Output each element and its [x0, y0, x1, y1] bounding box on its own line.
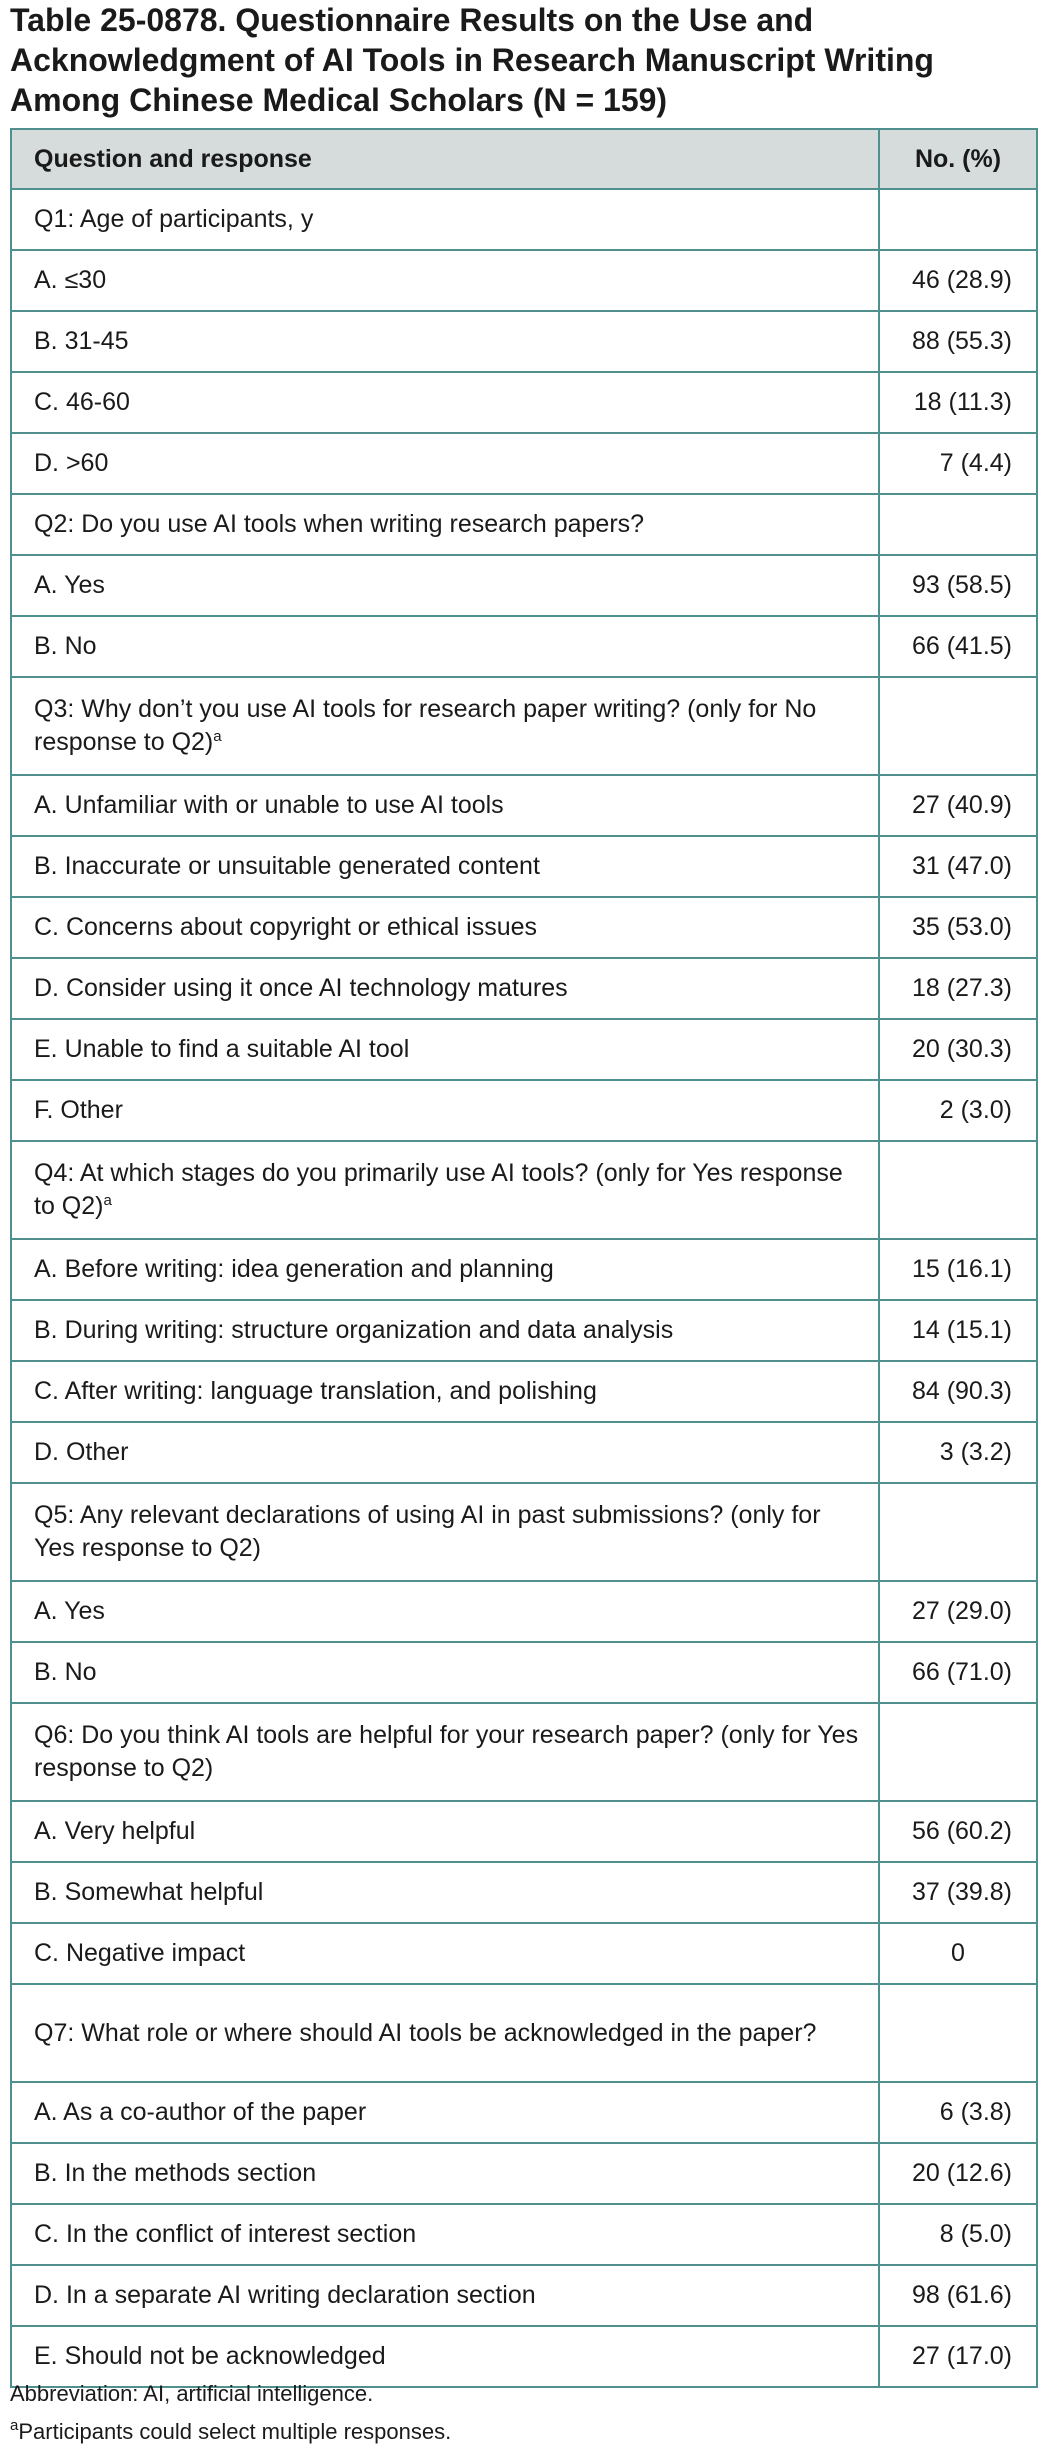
response-row: [11, 372, 1037, 433]
question-row: [11, 189, 1037, 250]
response-row: [11, 555, 1037, 616]
row-label-text: Q7: What role or where should AI tools be acknowledged in the paper?: [34, 2018, 817, 2047]
row-value: 66 (71.0): [879, 1642, 1037, 1703]
response-label: [11, 1801, 879, 1862]
response-row: [11, 1923, 1037, 1984]
row-label-text: B. Somewhat helpful: [34, 1878, 264, 1906]
question-label: [11, 494, 879, 555]
row-value: 18 (27.3): [879, 958, 1037, 1019]
response-label: [11, 1300, 879, 1361]
question-label: [11, 677, 879, 775]
footnote-a-marker: a: [10, 2417, 19, 2434]
row-label-text: A. ≤30: [34, 266, 107, 294]
response-label: [11, 372, 879, 433]
questionnaire-table: [10, 128, 1038, 2388]
response-row: [11, 2265, 1037, 2326]
header-row: [11, 129, 1037, 189]
response-row: [11, 1642, 1037, 1703]
response-label: [11, 2082, 879, 2143]
row-label-text: B. 31-45: [34, 327, 129, 355]
response-row: [11, 250, 1037, 311]
row-value: [879, 1703, 1037, 1801]
row-value: 2 (3.0): [879, 1080, 1037, 1141]
response-label: [11, 1923, 879, 1984]
table-header: [11, 129, 1037, 189]
question-row: [11, 1483, 1037, 1581]
row-label-text: A. Yes: [34, 571, 105, 599]
header-question: Question and response: [11, 129, 879, 189]
response-row: [11, 836, 1037, 897]
response-label: [11, 433, 879, 494]
row-value: 37 (39.8): [879, 1862, 1037, 1923]
response-label: [11, 836, 879, 897]
response-label: [11, 775, 879, 836]
row-value: 3 (3.2): [879, 1422, 1037, 1483]
row-value: [879, 494, 1037, 555]
row-value: 18 (11.3): [879, 372, 1037, 433]
response-row: [11, 1862, 1037, 1923]
question-label: [11, 189, 879, 250]
footnote-a-text: Participants could select multiple responses.: [18, 2419, 452, 2444]
header-value: No. (%): [879, 129, 1037, 189]
row-label-text: F. Other: [34, 1096, 123, 1124]
row-value: 20 (12.6): [879, 2143, 1037, 2204]
row-label-text: C. 46-60: [34, 388, 130, 416]
response-row: [11, 1422, 1037, 1483]
response-row: [11, 2326, 1037, 2387]
question-row: [11, 1984, 1037, 2082]
row-label-text: B. In the methods section: [34, 2159, 317, 2187]
row-label-text: C. Negative impact: [34, 1939, 246, 1967]
row-label-text: B. No: [34, 1658, 97, 1686]
response-row: [11, 1080, 1037, 1141]
row-value: [879, 677, 1037, 775]
footnote-a: [10, 2418, 451, 2446]
response-label: [11, 250, 879, 311]
question-label: [11, 1984, 879, 2082]
row-label-text: A. Very helpful: [34, 1817, 196, 1845]
response-row: [11, 311, 1037, 372]
question-label: [11, 1483, 879, 1581]
row-value: 7 (4.4): [879, 433, 1037, 494]
row-value: 93 (58.5): [879, 555, 1037, 616]
response-row: [11, 1361, 1037, 1422]
row-label-text: E. Unable to find a suitable AI tool: [34, 1035, 410, 1063]
row-value: 20 (30.3): [879, 1019, 1037, 1080]
response-label: [11, 1361, 879, 1422]
response-label: [11, 2265, 879, 2326]
footnote-marker: a: [103, 1192, 112, 1209]
response-label: [11, 958, 879, 1019]
row-label-text: E. Should not be acknowledged: [34, 2342, 386, 2370]
question-label: [11, 1703, 879, 1801]
row-value: 31 (47.0): [879, 836, 1037, 897]
row-value: 0: [879, 1923, 1037, 1984]
row-label-text: D. Consider using it once AI technology matures: [34, 974, 568, 1002]
row-value: 8 (5.0): [879, 2204, 1037, 2265]
row-label-text: Q4: At which stages do you primarily use AI tools? (only for Yes response to Q2): [34, 1159, 843, 1220]
response-label: [11, 1080, 879, 1141]
question-row: [11, 494, 1037, 555]
row-label-text: B. Inaccurate or unsuitable generated content: [34, 852, 540, 880]
response-row: [11, 1239, 1037, 1300]
response-label: [11, 2204, 879, 2265]
row-label-text: B. No: [34, 632, 97, 660]
response-label: [11, 2326, 879, 2387]
response-label: [11, 2143, 879, 2204]
row-label-text: Q5: Any relevant declarations of using AI in past submissions? (only for Yes response to Q2): [34, 1501, 821, 1562]
row-label-text: Q3: Why don’t you use AI tools for research paper writing? (only for No response to Q2): [34, 695, 817, 756]
response-label: [11, 1239, 879, 1300]
response-label: [11, 311, 879, 372]
response-label: [11, 555, 879, 616]
row-value: 46 (28.9): [879, 250, 1037, 311]
row-value: 27 (17.0): [879, 2326, 1037, 2387]
question-row: [11, 677, 1037, 775]
row-label-text: A. Unfamiliar with or unable to use AI tools: [34, 791, 504, 819]
response-row: [11, 1581, 1037, 1642]
row-value: [879, 1141, 1037, 1239]
response-label: [11, 1862, 879, 1923]
response-row: [11, 897, 1037, 958]
row-label-text: D. In a separate AI writing declaration section: [34, 2281, 536, 2309]
footnote-abbreviation: Abbreviation: AI, artificial intelligence.: [10, 2381, 374, 2406]
row-value: 84 (90.3): [879, 1361, 1037, 1422]
row-label-text: B. During writing: structure organization and data analysis: [34, 1316, 674, 1344]
question-label: [11, 1141, 879, 1239]
row-value: 14 (15.1): [879, 1300, 1037, 1361]
response-row: [11, 1019, 1037, 1080]
response-row: [11, 958, 1037, 1019]
response-label: [11, 1019, 879, 1080]
row-value: 15 (16.1): [879, 1239, 1037, 1300]
table-title: Table 25-0878. Questionnaire Results on the Use and Acknowledgment of AI Tools in Research Manuscript Writing Among Chinese Medical Scholars (N = 159): [10, 2, 934, 118]
question-row: [11, 1141, 1037, 1239]
response-label: [11, 616, 879, 677]
response-row: [11, 2204, 1037, 2265]
row-label-text: C. After writing: language translation, and polishing: [34, 1377, 597, 1405]
row-label-text: A. Yes: [34, 1597, 105, 1625]
row-value: 66 (41.5): [879, 616, 1037, 677]
response-label: [11, 897, 879, 958]
response-row: [11, 775, 1037, 836]
response-row: [11, 2082, 1037, 2143]
table-body: [11, 189, 1037, 2387]
response-row: [11, 616, 1037, 677]
row-value: 35 (53.0): [879, 897, 1037, 958]
row-value: [879, 1984, 1037, 2082]
row-value: 56 (60.2): [879, 1801, 1037, 1862]
row-value: 98 (61.6): [879, 2265, 1037, 2326]
row-label-text: C. Concerns about copyright or ethical issues: [34, 913, 538, 941]
row-value: 27 (40.9): [879, 775, 1037, 836]
response-row: [11, 1801, 1037, 1862]
row-label-text: Q2: Do you use AI tools when writing research papers?: [34, 510, 645, 538]
row-label-text: Q1: Age of participants, y: [34, 205, 314, 233]
row-label-text: D. Other: [34, 1438, 129, 1466]
row-label-text: A. Before writing: idea generation and planning: [34, 1255, 554, 1283]
response-row: [11, 2143, 1037, 2204]
row-value: 88 (55.3): [879, 311, 1037, 372]
response-label: [11, 1422, 879, 1483]
row-value: [879, 189, 1037, 250]
response-label: [11, 1581, 879, 1642]
row-label-text: A. As a co-author of the paper: [34, 2098, 367, 2126]
response-row: [11, 1300, 1037, 1361]
row-label-text: D. >60: [34, 449, 109, 477]
response-row: [11, 433, 1037, 494]
question-row: [11, 1703, 1037, 1801]
response-label: [11, 1642, 879, 1703]
row-label-text: Q6: Do you think AI tools are helpful for your research paper? (only for Yes response to Q2): [34, 1721, 859, 1782]
row-value: 27 (29.0): [879, 1581, 1037, 1642]
row-label-text: C. In the conflict of interest section: [34, 2220, 417, 2248]
row-value: [879, 1483, 1037, 1581]
row-value: 6 (3.8): [879, 2082, 1037, 2143]
footnote-marker: a: [213, 728, 222, 745]
